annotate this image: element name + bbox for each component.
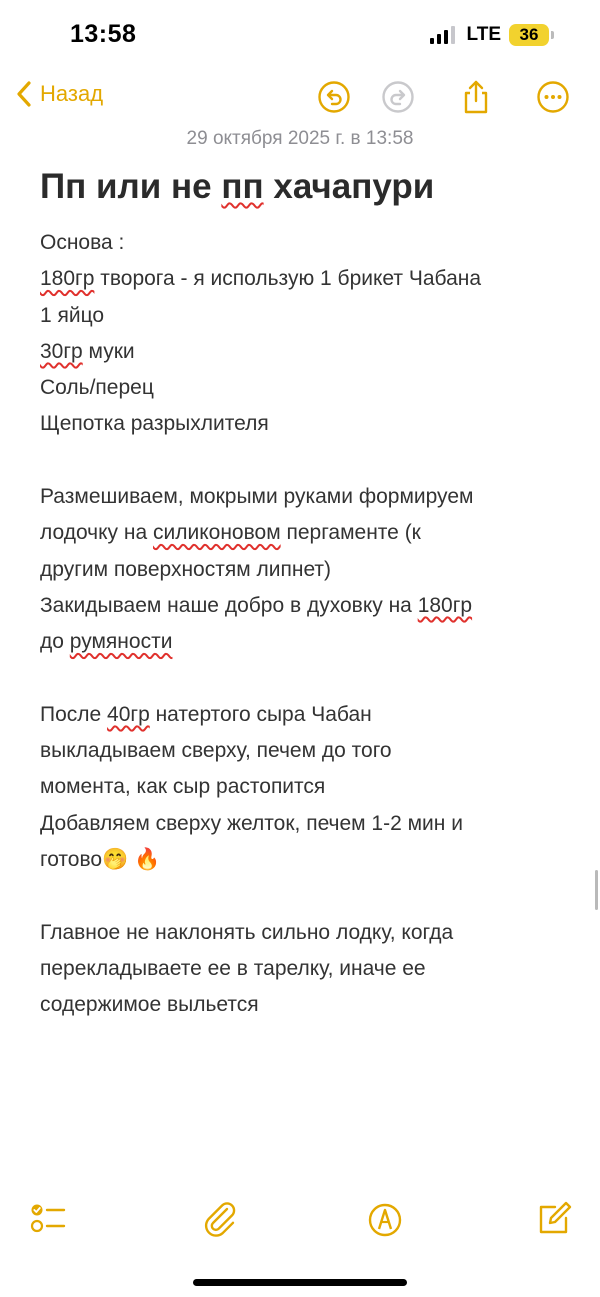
note-line [40,987,566,1023]
back-label: Назад [40,81,104,106]
note-line-empty [40,661,566,697]
undo-icon[interactable] [317,80,351,114]
status-time: 13:58 [70,20,137,48]
note-date: 29 октября 2025 г. в 13:58 [186,128,414,149]
network-type: LTE [466,24,501,45]
note-text: готово🤭 🔥 [40,848,161,872]
nav-bar [0,76,600,120]
battery-icon [509,24,554,46]
checklist-icon[interactable] [28,1199,68,1239]
note-text: натертого сыра Чабан [149,702,372,726]
note-title[interactable] [40,167,570,207]
note-line [40,552,566,588]
battery-level: 36 [509,24,549,46]
note-title-part-misspelled: пп [221,167,264,206]
note-text-misspelled: силиконовом [153,521,281,545]
markup-icon[interactable] [365,1199,405,1239]
note-line [40,298,566,334]
note-text: творога - я использую 1 брикет Чабана [94,267,482,291]
note-line [40,769,566,805]
note-text-misspelled: 180гр [40,267,95,291]
note-line [40,588,566,624]
note-text: выкладываем сверху, печем до того [40,739,392,763]
home-indicator [193,1279,407,1286]
attachment-icon[interactable] [200,1199,240,1239]
note-line [40,806,566,842]
note-text-misspelled: 40гр [107,702,150,726]
note-text: 1 яйцо [40,303,105,327]
note-line [40,624,566,660]
note-text: Основа : [40,231,125,254]
note-text: момента, как сыр растопится [40,775,326,799]
note-text: муки [82,339,135,363]
note-line [40,733,566,769]
note-line [40,225,566,261]
chevron-left-icon [16,80,32,108]
note-line [40,842,566,878]
more-icon[interactable] [536,80,570,114]
note-line [40,370,566,406]
share-icon[interactable] [459,80,493,114]
note-line [40,406,566,442]
note-text: Размешиваем, мокрыми руками формируем [40,485,474,509]
note-text: Соль/перец [40,376,154,400]
note-body[interactable] [40,225,566,1024]
note-text: Щепотка разрыхлителя [40,412,269,436]
bottom-toolbar [0,1197,600,1245]
note-text: содержимое выльется [40,993,259,1017]
note-line [40,697,566,733]
note-line [40,261,566,297]
note-title-part: Пп или не [40,167,222,206]
note-text-misspelled: румяности [69,630,173,654]
note-text: лодочку на [40,521,153,545]
status-indicators [430,24,554,46]
redo-icon[interactable] [381,80,415,114]
note-text: Закидываем наше добро в духовку на [40,593,418,617]
note-title-part: хачапури [263,167,435,206]
scroll-indicator[interactable] [595,870,598,910]
note-text-misspelled: 180гр [417,593,473,617]
note-line-empty [40,878,566,914]
note-line [40,915,566,951]
note-text: перекладываете ее в тарелку, иначе ее [40,956,426,980]
back-button[interactable] [16,80,103,108]
note-text: пергаменте (к [280,521,421,545]
compose-icon[interactable] [534,1199,574,1239]
note-text: После [40,702,108,726]
note-text: Главное не наклонять сильно лодку, когда [40,920,454,944]
note-text: до [40,630,70,654]
note-line [40,479,566,515]
note-line-empty [40,443,566,479]
note-text: другим поверхностям липнет) [40,557,332,581]
status-bar [0,0,600,72]
note-line [40,334,566,370]
note-text: Добавляем сверху желток, печем 1-2 мин и [40,811,463,835]
note-line [40,515,566,551]
cellular-signal-icon [430,26,455,44]
note-line [40,951,566,987]
note-text-misspelled: 30гр [40,339,83,363]
